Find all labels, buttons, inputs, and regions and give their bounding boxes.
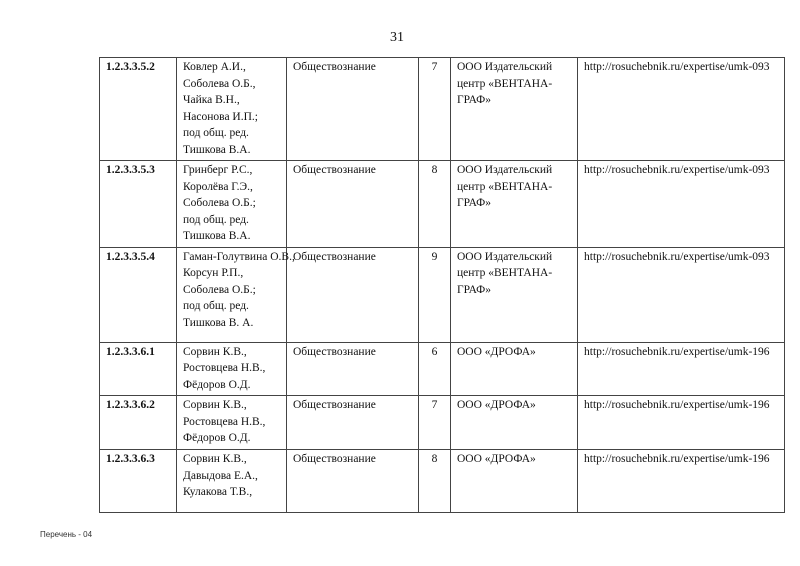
publisher-cell-line: ГРАФ» <box>457 197 491 209</box>
table-body <box>100 58 785 513</box>
authors-cell-line: Королёва Г.Э., <box>183 180 253 193</box>
item-code: 1.2.3.3.5.3 <box>100 161 177 248</box>
authors-cell-line: Чайка В.Н., <box>183 94 240 106</box>
authors-cell-line: Гринберг Р.С., <box>183 164 253 176</box>
url-link: http://rosuchebnik.ru/expertise/umk-196 <box>578 396 785 450</box>
url-link: http://rosuchebnik.ru/expertise/umk-093 <box>578 161 785 248</box>
authors-cell-line: Соболева О.Б.; <box>183 197 256 209</box>
publisher-cell <box>451 342 578 396</box>
authors-cell-line: Ростовцева Н.В., <box>183 362 266 374</box>
grade-cell: 8 <box>419 450 451 513</box>
publisher-cell-line: ООО Издательский <box>457 61 553 73</box>
authors-cell-line: Давыдова Е.А., <box>183 469 258 482</box>
grade-cell: 6 <box>419 342 451 396</box>
url-link: http://rosuchebnik.ru/expertise/umk-196 <box>578 450 785 513</box>
item-code: 1.2.3.3.5.4 <box>100 247 177 342</box>
publisher-cell-line: центр «ВЕНТАНА- <box>457 77 553 90</box>
authors-cell-line: под общ. ред. <box>183 213 249 226</box>
authors-cell <box>177 161 287 248</box>
item-code: 1.2.3.3.5.2 <box>100 58 177 161</box>
authors-cell-line: Сорвин К.В., <box>183 453 247 465</box>
subject-cell: Обществознание <box>287 396 419 450</box>
publisher-cell-line: ГРАФ» <box>457 94 491 106</box>
url-link: http://rosuchebnik.ru/expertise/umk-093 <box>578 58 785 161</box>
page-number: 31 <box>390 30 404 45</box>
authors-cell-line: Гаман-Голутвина О.В., <box>183 250 295 263</box>
table-row <box>100 58 785 161</box>
page-footer: Перечень - 04 <box>40 530 93 539</box>
table-row <box>100 161 785 248</box>
authors-cell <box>177 247 295 342</box>
authors-cell-line: под общ. ред. <box>183 127 249 139</box>
table-row <box>100 342 785 396</box>
textbook-list-table <box>99 57 785 513</box>
authors-cell-line: Ростовцева Н.В., <box>183 415 266 428</box>
authors-cell <box>177 58 287 161</box>
authors-cell-line: Насонова И.П.; <box>183 110 258 123</box>
publisher-cell-line: центр «ВЕНТАНА- <box>457 180 553 193</box>
publisher-cell-line: центр «ВЕНТАНА- <box>457 267 553 279</box>
publisher-cell-line: ООО «ДРОФА» <box>457 399 536 411</box>
authors-cell <box>177 342 287 396</box>
authors-cell-line: Тишкова В.А. <box>183 230 251 242</box>
grade-cell: 7 <box>419 58 451 161</box>
subject-cell: Обществознание <box>287 161 419 248</box>
publisher-cell <box>451 58 578 161</box>
authors-cell-line: Соболева О.Б., <box>183 77 256 90</box>
table-row <box>100 396 785 450</box>
publisher-cell-line: ООО Издательский <box>457 164 553 176</box>
authors-cell-line: Сорвин К.В., <box>183 345 247 358</box>
subject-cell: Обществознание <box>287 450 419 513</box>
publisher-cell-line: ООО «ДРОФА» <box>457 453 536 465</box>
publisher-cell-line: ООО Издательский <box>457 250 553 263</box>
publisher-cell <box>451 247 578 342</box>
table-row <box>100 450 785 513</box>
item-code: 1.2.3.3.6.3 <box>100 450 177 513</box>
publisher-cell-line: ООО «ДРОФА» <box>457 345 536 358</box>
subject-cell: Обществознание <box>287 342 419 396</box>
authors-cell-line: Фёдоров О.Д. <box>183 378 251 391</box>
publisher-cell <box>451 450 578 513</box>
table-row <box>100 247 785 342</box>
authors-cell-line: Кулакова Т.В., <box>183 486 253 498</box>
authors-cell <box>177 450 287 513</box>
url-link: http://rosuchebnik.ru/expertise/umk-093 <box>578 247 785 342</box>
publisher-cell-line: ГРАФ» <box>457 283 491 296</box>
authors-cell-line: Соболева О.Б.; <box>183 283 256 296</box>
grade-cell: 9 <box>419 247 451 342</box>
authors-cell-line: Тишкова В. А. <box>183 316 254 329</box>
publisher-cell <box>451 396 578 450</box>
authors-cell-line: Сорвин К.В., <box>183 399 247 411</box>
subject-cell: Обществознание <box>287 247 419 342</box>
url-link: http://rosuchebnik.ru/expertise/umk-196 <box>578 342 785 396</box>
grade-cell: 8 <box>419 161 451 248</box>
subject-cell: Обществознание <box>287 58 419 161</box>
grade-cell: 7 <box>419 396 451 450</box>
authors-cell <box>177 396 287 450</box>
item-code: 1.2.3.3.6.2 <box>100 396 177 450</box>
authors-cell-line: Тишкова В.А. <box>183 143 251 156</box>
authors-cell-line: Фёдоров О.Д. <box>183 432 251 444</box>
authors-cell-line: Корсун Р.П., <box>183 267 244 279</box>
publisher-cell <box>451 161 578 248</box>
authors-cell-line: под общ. ред. <box>183 300 249 312</box>
authors-cell-line: Ковлер А.И., <box>183 61 246 73</box>
item-code: 1.2.3.3.6.1 <box>100 342 177 396</box>
